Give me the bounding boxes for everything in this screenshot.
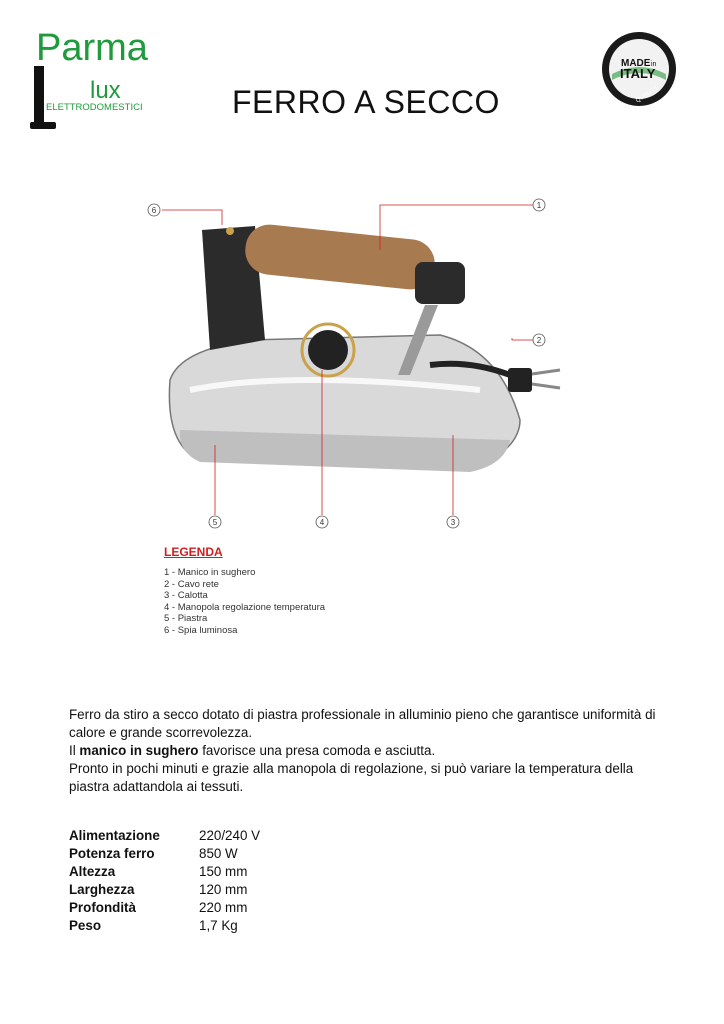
legend-item: 2 - Cavo rete — [164, 578, 219, 590]
spec-row — [69, 899, 260, 917]
spec-label: Profondità — [69, 900, 136, 915]
callout-2: 2 — [536, 336, 542, 345]
logo-line2: lux — [90, 77, 121, 104]
spec-row — [69, 881, 260, 899]
legend — [164, 545, 325, 636]
spec-label: Alimentazione — [69, 828, 160, 843]
callout-5: 5 — [212, 518, 218, 527]
callout-4: 4 — [319, 518, 325, 527]
badge-in: in — [651, 61, 657, 68]
product-description — [69, 706, 659, 796]
spec-value: 120 mm — [199, 882, 248, 897]
spec-row — [69, 827, 260, 845]
legend-item: 4 - Manopola regolazione temperatura — [164, 601, 326, 613]
description-paragraph-3: Pronto in pochi minuti e grazie alla manopola di regolazione, si può variare la temperatura della piastra adattandola ai tessuti. — [69, 761, 634, 794]
spec-value: 220/240 V — [199, 828, 261, 843]
logo-line3: ELETTRODOMESTICI — [46, 102, 143, 113]
description-p2-bold: manico in sughero — [79, 743, 199, 758]
legend-item: 6 - Spia luminosa — [164, 624, 238, 636]
description-p2-suffix: favorisce una presa comoda e asciutta. — [198, 743, 436, 758]
brand-logo — [28, 28, 168, 138]
logo-line1: Parma — [36, 28, 148, 69]
page-title: FERRO A SECCO — [232, 84, 500, 120]
callout-6: 6 — [151, 206, 157, 215]
callout-3: 3 — [450, 518, 456, 527]
spec-table — [69, 827, 260, 935]
legend-item: 3 - Calotta — [164, 590, 208, 601]
spec-row — [69, 863, 260, 881]
spec-label: Peso — [69, 918, 102, 933]
spec-row — [69, 845, 260, 863]
description-paragraph-1: Ferro da stiro a secco dotato di piastra professionale in alluminio pieno che garantisce uniformità di calore e grande scorrevolezza. — [69, 707, 656, 740]
spec-label: Larghezza — [69, 882, 135, 897]
made-in-italy-badge — [600, 30, 678, 108]
description-p2-prefix: Il — [69, 743, 80, 758]
spec-value: 150 mm — [199, 864, 248, 879]
badge-quality: QUALITY — [635, 84, 660, 105]
description-paragraph-2 — [69, 742, 659, 760]
spec-label: Altezza — [69, 864, 116, 879]
spec-row — [69, 917, 260, 935]
spec-label: Potenza ferro — [69, 846, 155, 861]
callout-1: 1 — [536, 201, 542, 210]
spec-value: 1,7 Kg — [199, 918, 238, 933]
iron-illustration — [140, 190, 580, 530]
badge-made: MADE — [621, 58, 651, 69]
legend-item: 5 - Piastra — [164, 613, 208, 624]
legend-heading: LEGENDA — [164, 545, 223, 559]
badge-italy: ITALY — [620, 66, 656, 81]
spec-value: 220 mm — [199, 900, 248, 915]
spec-value: 850 W — [199, 846, 238, 861]
legend-item: 1 - Manico in sughero — [164, 567, 256, 578]
